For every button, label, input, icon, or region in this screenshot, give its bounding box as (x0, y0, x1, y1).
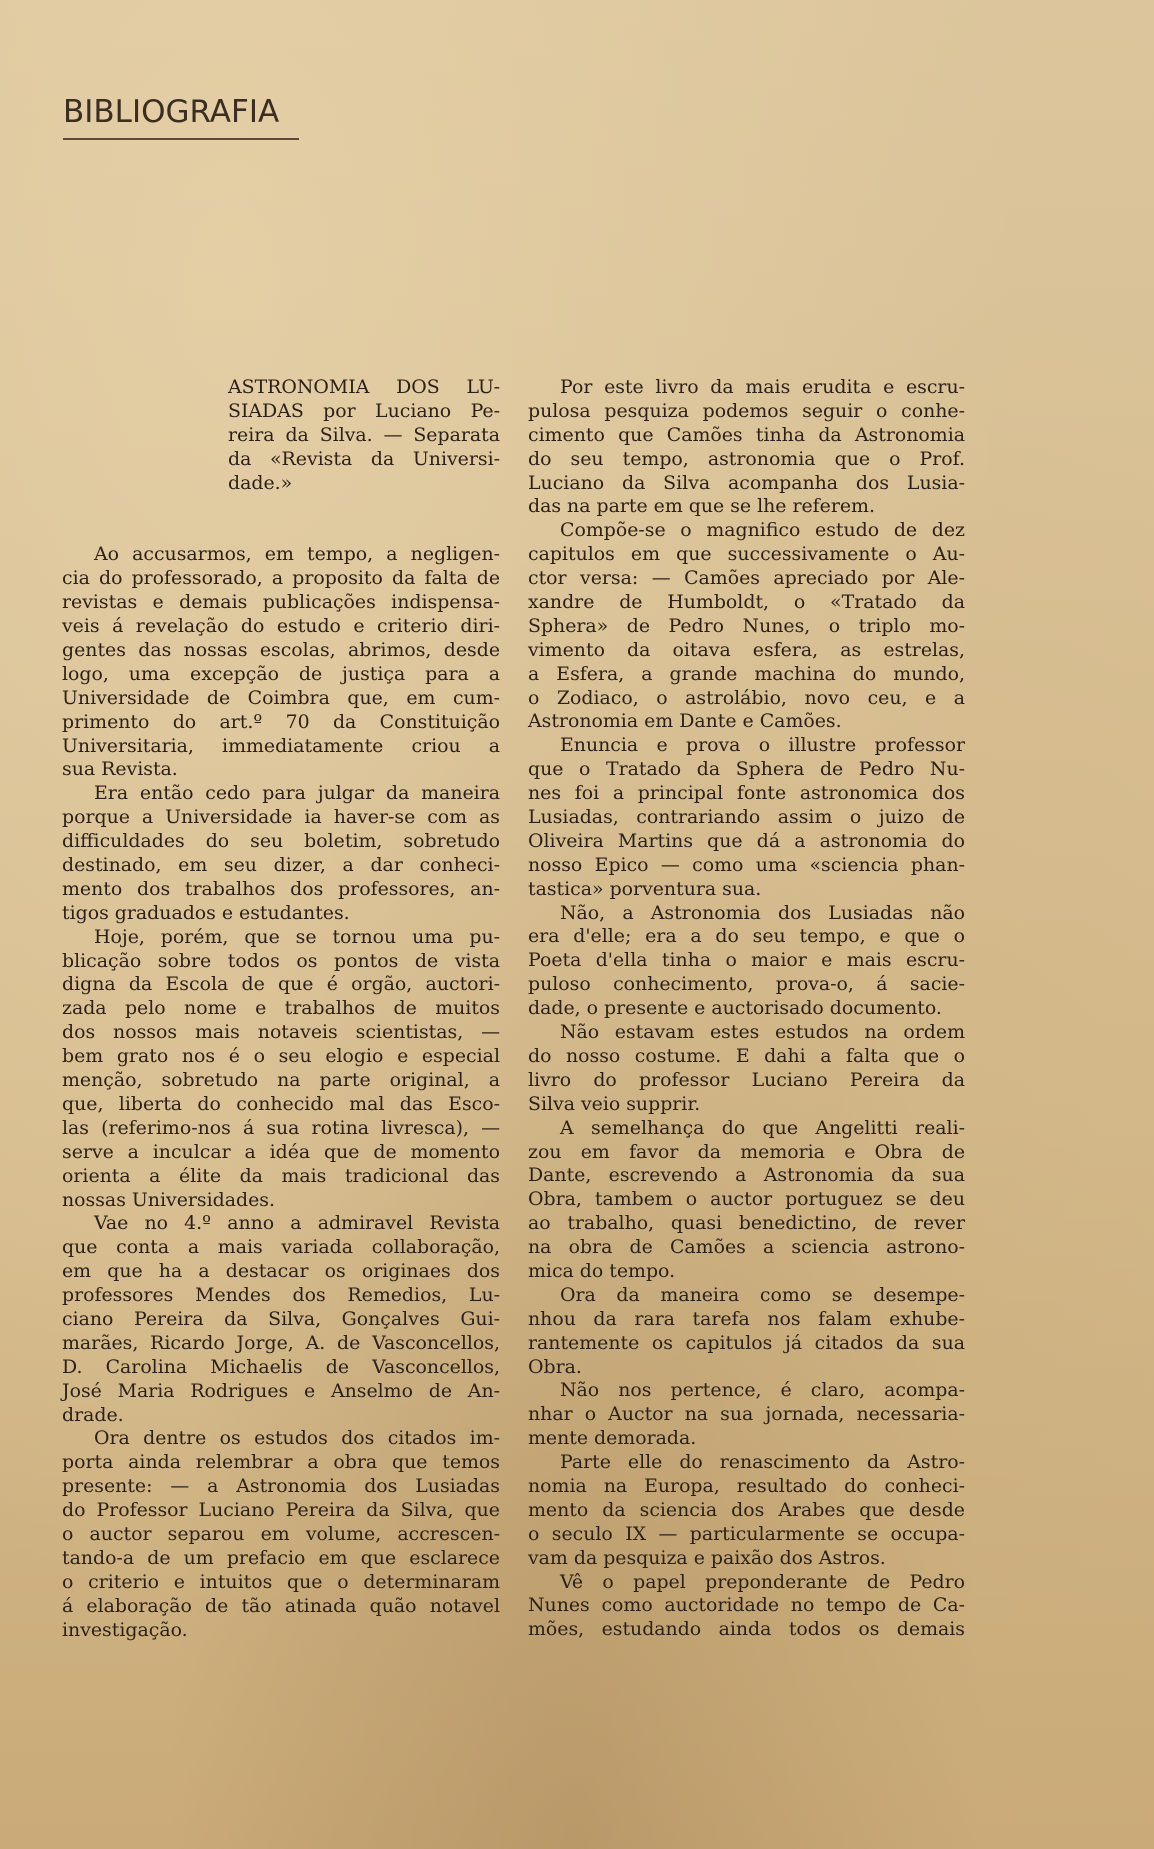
text-line: nosso Epico — como uma «sciencia phan- (528, 853, 965, 876)
text-line: porque a Universidade ia haver-se com as (62, 806, 500, 829)
text-line: vam da pesquiza e paixão dos Astros. (528, 1546, 886, 1569)
text-line: professores Mendes dos Remedios, Lu- (62, 1284, 500, 1307)
text-line: José Maria Rodrigues e Anselmo de An- (62, 1379, 500, 1402)
text-line: em que ha a destacar os originaes dos (62, 1260, 500, 1283)
text-line: revistas e demais publicações indispensa- (62, 591, 500, 614)
text-line: presente: — a Astronomia dos Lusiadas (62, 1475, 500, 1498)
text-line: Não estavam estes estudos na ordem (560, 1021, 965, 1044)
text-line: tastica» porventura sua. (528, 877, 762, 900)
text-line: Dante, escrevendo a Astronomia da sua (528, 1164, 965, 1187)
text-line: zada pelo nome e trabalhos de muitos (62, 997, 500, 1020)
text-line: las (referimo-nos á sua rotina livresca), — (62, 1116, 500, 1139)
text-line: Por este livro da mais erudita e escru- (560, 376, 965, 398)
text-line: veis á revelação do estudo e criterio diri- (62, 615, 500, 638)
text-line: cimento que Camões tinha da Astronomia (528, 423, 965, 446)
text-line: blicação sobre todos os pontos de vista (62, 949, 500, 972)
text-line: o auctor separou em volume, accrescen- (62, 1522, 500, 1545)
title-line: dade.» (228, 471, 293, 494)
text-line: era d'elle; era a do seu tempo, e que o (528, 925, 965, 948)
text-line: xandre de Humboldt, o «Tratado da (528, 591, 965, 614)
text-line: porta ainda relembrar a obra que temos (62, 1451, 500, 1474)
text-line: pulosa pesquiza podemos seguir o conhe- (528, 399, 965, 422)
text-line: mente demorada. (528, 1427, 697, 1450)
text-line: Universidade de Coimbra que, em cum- (62, 686, 500, 709)
text-line: menção, sobretudo na parte original, a (62, 1069, 500, 1092)
title-line: da «Revista da Universi- (228, 447, 500, 470)
text-line: Oliveira Martins que dá a astronomia do (528, 829, 965, 852)
text-line: Sphera» de Pedro Nunes, o triplo mo- (528, 614, 965, 637)
text-line: Obra. (528, 1355, 582, 1378)
text-line: que conta a mais variada collaboração, (62, 1236, 500, 1259)
text-line: Nunes como auctoridade no tempo de Ca- (528, 1594, 965, 1617)
text-line: drade. (62, 1403, 124, 1426)
text-line: marães, Ricardo Jorge, A. de Vasconcellos, (62, 1331, 500, 1354)
text-line: zou em favor da memoria e Obra de (528, 1140, 965, 1163)
text-line: na obra de Camões a sciencia astrono- (528, 1236, 965, 1259)
text-line: nossas Universidades. (62, 1188, 275, 1211)
text-line: Hoje, porém, que se tornou uma pu- (94, 925, 500, 948)
text-line: A semelhança do que Angelitti reali- (560, 1116, 965, 1139)
text-line: que, liberta do conhecido mal das Esco- (62, 1092, 500, 1115)
text-line: do seu tempo, astronomia que o Prof. (528, 447, 965, 470)
text-line: rantemente os capitulos já citados da sua (528, 1331, 965, 1354)
title-line: ASTRONOMIA DOS LU- (228, 376, 500, 398)
text-line: Poeta d'ella tinha o maior e mais escru- (528, 949, 965, 972)
text-line: investigação. (62, 1618, 188, 1641)
text-line: nes foi a principal fonte astronomica dos (528, 782, 965, 805)
spacer (62, 495, 500, 543)
book-title-block (62, 376, 500, 495)
text-line: tigos graduados e estudantes. (62, 901, 350, 924)
text-line: Lusiadas, contrariando assim o juizo de (528, 806, 965, 829)
text-line: cia do professorado, a proposito da falta de (62, 567, 500, 590)
title-line: reira da Silva. — Separata (228, 423, 500, 446)
text-line: ao trabalho, quasi benedictino, de rever (528, 1212, 965, 1235)
text-line: ciano Pereira da Silva, Gonçalves Gui- (62, 1307, 500, 1330)
text-line: Enuncia e prova o illustre professor (560, 734, 965, 757)
section-heading: BIBLIOGRAFIA (63, 94, 299, 140)
text-line: Era então cedo para julgar da maneira (94, 782, 500, 805)
text-line: o seculo IX — particularmente se occupa- (528, 1522, 965, 1545)
text-line: Vê o papel preponderante de Pedro (560, 1570, 965, 1593)
text-line: do nosso costume. E dahi a falta que o (528, 1044, 965, 1067)
text-line: Compõe-se o magnifico estudo de dez (560, 519, 965, 542)
text-line: Ao accusarmos, em tempo, a negligen- (94, 543, 500, 566)
text-line: mento da sciencia dos Arabes que desde (528, 1498, 965, 1521)
text-line: digna da Escola de que é orgão, auctori- (62, 973, 500, 996)
text-line: serve a inculcar a idéa que de momento (62, 1140, 500, 1163)
text-line: que o Tratado da Sphera de Pedro Nu- (528, 758, 965, 781)
left-column (62, 376, 500, 1642)
text-line: logo, uma excepção de justiça para a (62, 662, 500, 685)
text-line: tando-a de um prefacio em que esclarece (62, 1546, 500, 1569)
text-line: Vae no 4.º anno a admiravel Revista (94, 1212, 500, 1235)
text-line: Não, a Astronomia dos Lusiadas não (560, 901, 965, 924)
text-line: livro do professor Luciano Pereira da (528, 1068, 965, 1091)
text-line: Parte elle do renascimento da Astro- (560, 1451, 965, 1474)
text-line: vimento da oitava esfera, as estrelas, (528, 638, 965, 661)
text-line: mões, estudando ainda todos os demais (528, 1618, 965, 1641)
text-line: a Esfera, a grande machina do mundo, (528, 662, 965, 685)
text-line: Ora da maneira como se desempe- (560, 1283, 965, 1306)
text-line: Universitaria, immediatamente criou a (62, 734, 500, 757)
text-line: das na parte em que se lhe referem. (528, 495, 875, 518)
text-line: dos nossos mais notaveis scientistas, — (62, 1021, 500, 1044)
text-line: nhou da rara tarefa nos falam exhube- (528, 1307, 965, 1330)
text-line: á elaboração de tão atinada quão notavel (62, 1594, 500, 1617)
text-line: o Zodiaco, o astrolábio, novo ceu, e a (528, 686, 965, 709)
text-line: Astronomia em Dante e Camões. (528, 710, 842, 733)
text-line: primento do art.º 70 da Constituição (62, 710, 500, 733)
right-column (528, 376, 965, 1642)
text-line: destinado, em seu dizer, a dar conheci- (62, 854, 500, 877)
text-line: nhar o Auctor na sua jornada, necessaria- (528, 1403, 965, 1426)
text-line: mica do tempo. (528, 1259, 676, 1282)
text-line: gentes das nossas escolas, abrimos, desde (62, 639, 500, 662)
text-line: Obra, tambem o auctor portuguez se deu (528, 1188, 965, 1211)
text-line: sua Revista. (62, 758, 178, 781)
text-line: dade, o presente e auctorisado documento. (528, 997, 942, 1020)
text-line: do Professor Luciano Pereira da Silva, que (62, 1499, 500, 1522)
text-line: nomia na Europa, resultado do conheci- (528, 1474, 965, 1497)
text-line: orienta a élite da mais tradicional das (62, 1164, 500, 1187)
text-line: Luciano da Silva acompanha dos Lusia- (528, 471, 965, 494)
left-body (62, 543, 500, 1642)
text-line: ctor versa: — Camões apreciado por Ale- (528, 567, 965, 590)
text-line: o criterio e intuitos que o determinaram (62, 1570, 500, 1593)
text-line: bem grato nos é o seu elogio e especial (62, 1045, 500, 1068)
text-line: D. Carolina Michaelis de Vasconcellos, (62, 1355, 500, 1378)
text-line: Não nos pertence, é claro, acompa- (560, 1379, 965, 1402)
text-line: Silva veio supprir. (528, 1092, 701, 1115)
title-line: SIADAS por Luciano Pe- (228, 399, 500, 422)
text-line: Ora dentre os estudos dos citados im- (94, 1427, 500, 1450)
text-line: capitulos em que successivamente o Au- (528, 543, 965, 566)
text-line: difficuldades do seu boletim, sobretudo (62, 830, 500, 853)
text-line: mento dos trabalhos dos professores, an- (62, 877, 500, 900)
text-line: puloso conhecimento, prova-o, á sacie- (528, 973, 965, 996)
